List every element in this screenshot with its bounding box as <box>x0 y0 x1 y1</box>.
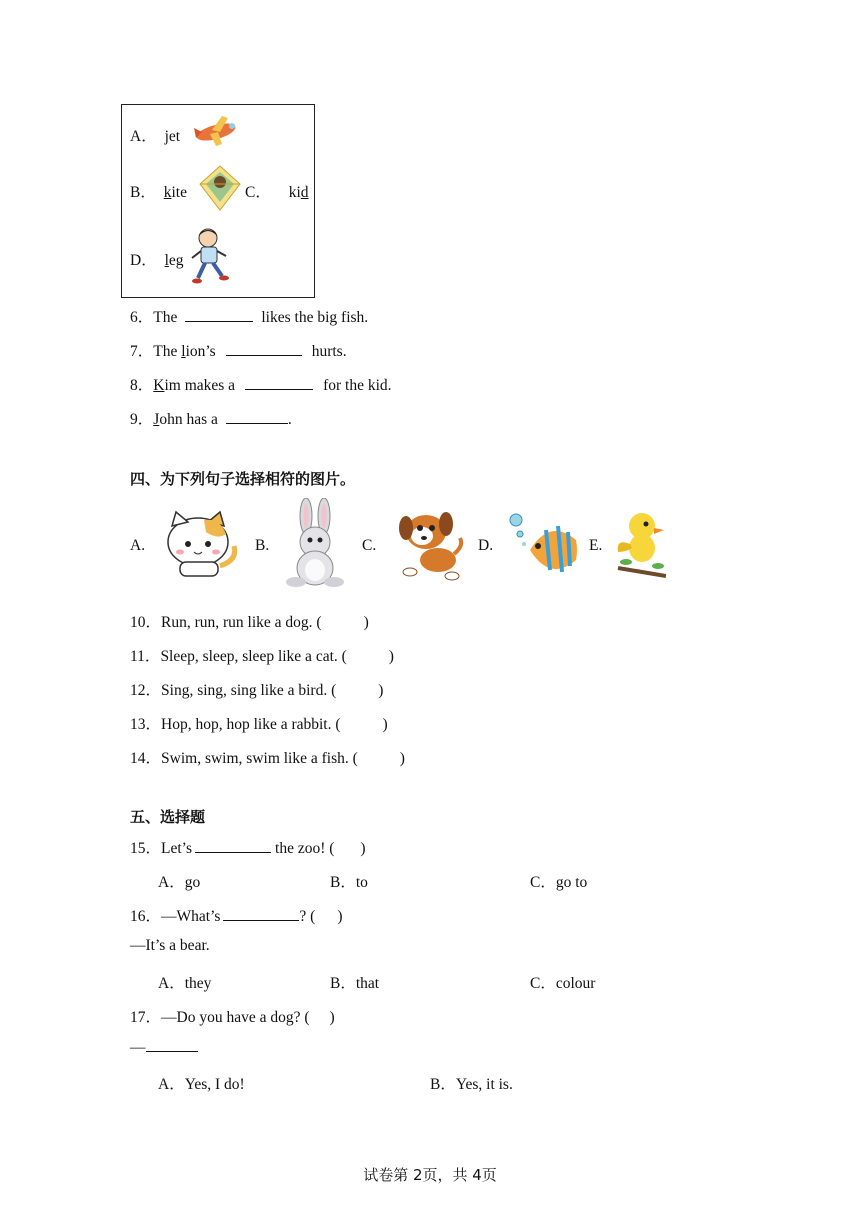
item-14 <box>130 746 405 768</box>
answer-blank[interactable] <box>146 1039 198 1052</box>
page-footer: 试卷第 2页，共 4页 <box>363 1166 497 1184</box>
picture-option-d-label: D. <box>478 537 494 554</box>
item-9 <box>130 407 292 429</box>
cat-icon <box>158 510 244 580</box>
item-text: Run, run, run like a dog. ( <box>161 614 322 631</box>
close-paren: ) <box>337 908 343 925</box>
q17-option-a[interactable]: A．Yes, I do! <box>158 1076 245 1093</box>
item-text: Let’s <box>161 840 193 857</box>
item-number: 7． <box>130 343 154 360</box>
item-text: Sing, sing, sing like a bird. ( <box>161 682 337 699</box>
q15-option-b[interactable]: B．to <box>330 874 368 891</box>
close-paren: ) <box>329 1009 335 1026</box>
option-b <box>130 180 187 202</box>
option-b-letter: B． <box>130 184 156 201</box>
running-boy-icon <box>188 226 234 286</box>
close-paren: ) <box>363 614 369 631</box>
item-number: 10． <box>130 614 162 631</box>
item-text: —Do you have a dog? ( <box>161 1009 310 1026</box>
underlined-letter: d <box>300 184 309 201</box>
toy-plane-icon <box>192 112 242 150</box>
item-number: 12． <box>130 682 162 699</box>
item-number: 14． <box>130 750 162 767</box>
option-b-word <box>164 184 187 201</box>
bird-icon <box>612 508 666 580</box>
underlined-letter: k <box>163 184 172 201</box>
item-7 <box>130 339 347 361</box>
q17-option-b[interactable]: B．Yes, it is. <box>430 1076 513 1093</box>
underlined-letter: l <box>181 343 186 360</box>
q15-option-a[interactable]: A．go <box>158 874 201 891</box>
question-17 <box>130 1005 335 1027</box>
item-6 <box>130 305 368 327</box>
dog-icon <box>396 506 466 584</box>
underlined-letter: K <box>153 377 165 394</box>
item-text: The <box>153 309 178 326</box>
kite-icon <box>196 164 244 212</box>
q16-answer-line: —It’s a bear. <box>130 937 210 954</box>
item-text: hurts. <box>311 343 347 360</box>
q17-answer-line <box>130 1039 202 1057</box>
item-text: ohn has a <box>159 411 218 428</box>
option-a <box>130 124 180 146</box>
picture-option-e-label: E. <box>589 537 603 554</box>
item-11 <box>130 644 394 666</box>
section-5-title: 五、选择题 <box>130 808 206 826</box>
word-rest: eg <box>168 252 184 269</box>
q16-option-c[interactable]: C．colour <box>530 975 596 992</box>
item-number: 8． <box>130 377 154 394</box>
q16-option-a[interactable]: A．they <box>158 975 212 992</box>
word-start: ki <box>288 184 301 201</box>
dash: — <box>130 1039 146 1056</box>
item-number: 17． <box>130 1009 162 1026</box>
item-number: 6． <box>130 309 154 326</box>
underlined-letter: g <box>329 309 338 326</box>
answer-blank[interactable] <box>185 309 253 322</box>
item-text: ion’s <box>185 343 216 360</box>
underlined-letter: j <box>164 128 169 145</box>
word-rest: ite <box>171 184 187 201</box>
section-4-title: 四、为下列句子选择相符的图片。 <box>130 470 356 488</box>
answer-blank[interactable] <box>195 840 271 853</box>
q16-option-b[interactable]: B．that <box>330 975 380 992</box>
item-text: im makes a <box>164 377 236 394</box>
item-13 <box>130 712 388 734</box>
item-number: 9． <box>130 411 154 428</box>
item-text: ? ( <box>299 908 316 925</box>
option-c-letter: C． <box>245 184 271 201</box>
rabbit-icon <box>282 498 350 590</box>
option-d-word <box>165 252 184 269</box>
answer-blank[interactable] <box>226 343 302 356</box>
q15-option-c[interactable]: C．go to <box>530 874 588 891</box>
close-paren: ) <box>399 750 405 767</box>
question-15 <box>130 836 366 858</box>
item-12 <box>130 678 383 700</box>
item-text: Hop, hop, hop like a rabbit. ( <box>161 716 341 733</box>
answer-blank[interactable] <box>245 377 313 390</box>
option-c <box>245 180 309 202</box>
close-paren: ) <box>382 716 388 733</box>
item-text: fish. <box>337 309 369 326</box>
item-text: Sleep, sleep, sleep like a cat. ( <box>160 648 347 665</box>
item-text: . <box>287 411 292 428</box>
item-number: 15． <box>130 840 162 857</box>
answer-blank[interactable] <box>226 411 288 424</box>
item-text: likes the bi <box>261 309 330 326</box>
item-number: 16． <box>130 908 162 925</box>
close-paren: ) <box>388 648 394 665</box>
word-rest: et <box>168 128 181 145</box>
option-a-letter: A． <box>130 128 157 145</box>
fish-icon <box>506 510 582 580</box>
option-d-letter: D． <box>130 252 157 269</box>
picture-option-c-label: C. <box>362 537 377 554</box>
item-text: for the kid. <box>323 377 392 394</box>
item-text: Swim, swim, swim like a fish. ( <box>161 750 358 767</box>
picture-option-b-label: B. <box>255 537 270 554</box>
close-paren: ) <box>378 682 384 699</box>
close-paren: ) <box>360 840 366 857</box>
underlined-letter: J <box>153 411 160 428</box>
item-text: —What’s <box>161 908 221 925</box>
item-10 <box>130 610 369 632</box>
item-text: the zoo! ( <box>275 840 335 857</box>
option-d <box>130 248 184 270</box>
option-a-word <box>165 128 181 145</box>
underlined-letter: l <box>164 252 169 269</box>
item-number: 13． <box>130 716 162 733</box>
item-text: The <box>153 343 182 360</box>
option-c-word <box>289 184 309 201</box>
item-number: 11． <box>130 648 161 665</box>
answer-blank[interactable] <box>223 908 299 921</box>
picture-option-a-label: A. <box>130 537 146 554</box>
question-16 <box>130 904 343 926</box>
item-8 <box>130 373 392 395</box>
